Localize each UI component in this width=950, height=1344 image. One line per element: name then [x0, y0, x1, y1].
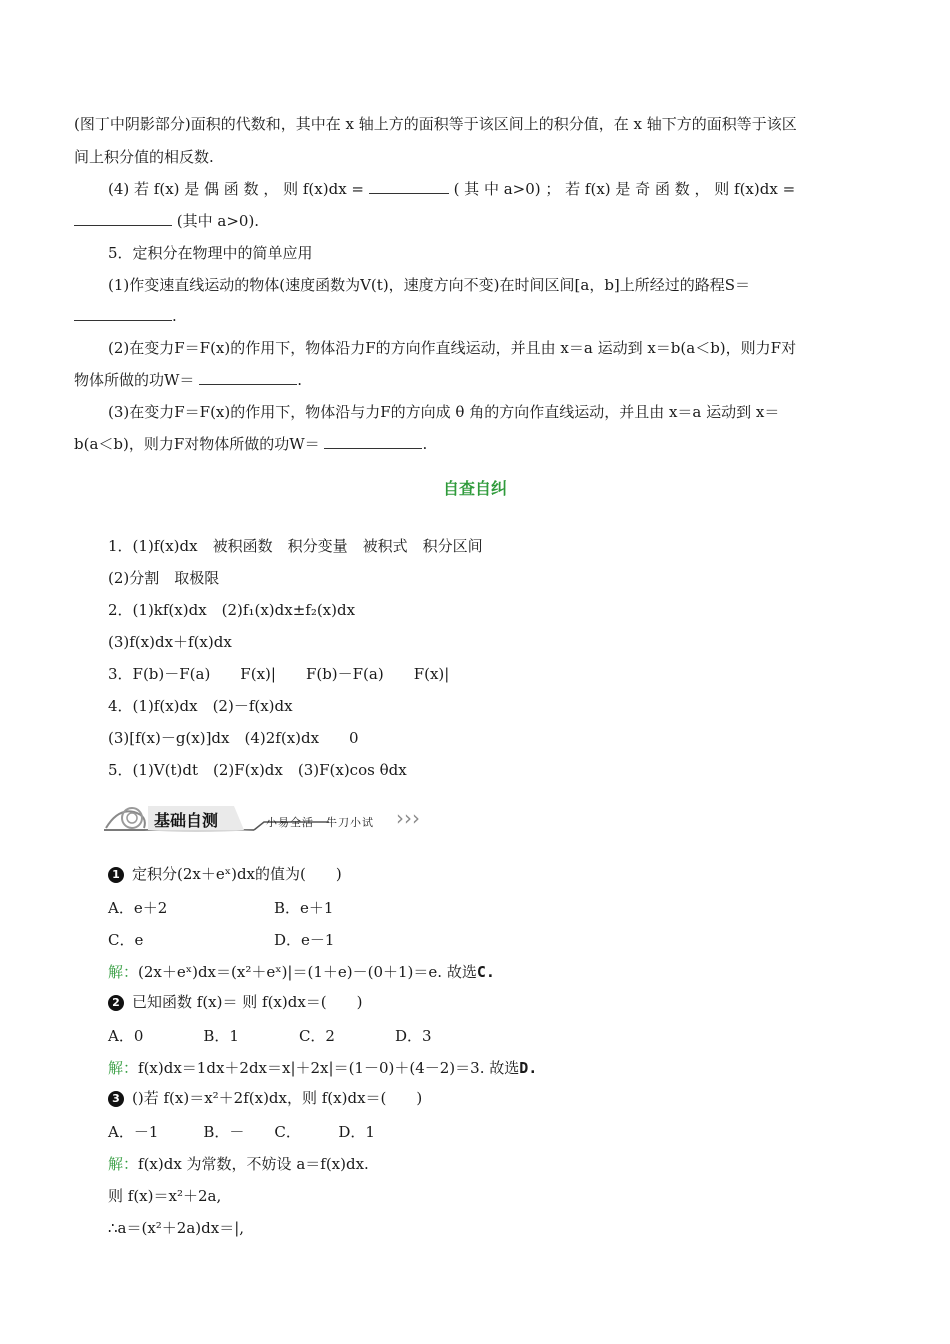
question-3-stem — [108, 1088, 910, 1108]
property-4-line — [108, 179, 876, 199]
solution-label: 解： — [108, 963, 139, 981]
basic-self-test-banner — [104, 800, 444, 844]
property-4-text-c: (其中 a>0). — [176, 212, 260, 230]
option-c: C．e — [108, 931, 144, 949]
solution-label: 解： — [108, 1059, 139, 1077]
question-3-solution-text: f(x)dx 为常数，不妨设 a＝f(x)dx. — [138, 1155, 369, 1173]
answer-blank — [74, 306, 172, 321]
self-check-line-1: 1．(1)f(x)dx 被积函数 积分变量 被积式 积分区间 — [108, 537, 483, 555]
banner-subtitle: 小易全活 牛刀小试 — [266, 816, 374, 829]
answer-blank — [74, 211, 172, 226]
question-1-stem — [108, 864, 910, 884]
question-2-solution-text: f(x)dx＝1dx＋2dx＝x|＋2x|＝(1－0)＋(4－2)＝3. 故选 — [138, 1059, 520, 1077]
property-4-line-2 — [74, 211, 876, 231]
section-5-item-2: (2)在变力F＝F(x)的作用下，物体沿力F的方向作直线运动，并且由 x＝a 运动到 x＝b(a＜b)，则力F对 — [108, 339, 797, 357]
question-3-options: A．－1 B．－ C． D．1 — [108, 1123, 375, 1141]
section-5-item-1: (1)作变速直线运动的物体(速度函数为V(t)，速度方向不变)在时间区间[a，b]上所经过的路程S＝ — [108, 276, 751, 294]
question-1-text: 定积分(2x＋eˣ)dx的值为( ) — [132, 865, 342, 883]
question-2-answer: D. — [519, 1059, 538, 1077]
intro-line-1: (图丁中阴影部分)面积的代数和，其中在 x 轴上方的面积等于该区间上的积分值，在 x 轴下方的面积等于该区 — [74, 115, 797, 133]
answer-blank — [324, 434, 422, 449]
question-1-options-ab — [108, 898, 910, 918]
option-b: B．e＋1 — [274, 899, 334, 917]
property-4-text-b: ( 其 中 a>0) ； 若 f(x) 是 奇 函 数 ， 则 f(x)dx = — [453, 180, 796, 198]
question-2-stem — [108, 992, 910, 1012]
section-5-item-3-line-2: b(a＜b)，则力F对物体所做的功W＝ . — [74, 435, 428, 453]
self-check-line-3: 2．(1)kf(x)dx (2)f₁(x)dx±f₂(x)dx — [108, 601, 356, 619]
question-1-answer: C. — [476, 963, 495, 981]
section-5-item-2-line-2: 物体所做的功W＝ . — [74, 371, 302, 389]
self-check-line-5: 3．F(b)－F(a) F(x)| F(b)－F(a) F(x)| — [108, 665, 450, 683]
question-3-text: ()若 f(x)＝x²＋2f(x)dx，则 f(x)dx＝( ) — [132, 1089, 423, 1107]
property-4-text-a: (4) 若 f(x) 是 偶 函 数 ， 则 f(x)dx = — [108, 180, 364, 198]
self-check-line-2: (2)分割 取极限 — [108, 569, 220, 587]
self-check-title: 自查自纠 — [442, 479, 507, 498]
solution-label: 解： — [108, 1155, 139, 1173]
self-check-line-8: 5．(1)V(t)dt (2)F(x)dx (3)F(x)cos θdx — [108, 761, 407, 779]
answer-blank — [369, 179, 449, 194]
section-5-item-1-blank: . — [74, 306, 876, 326]
question-number-badge: 3 — [108, 1091, 124, 1107]
question-1-solution-text: (2x＋eˣ)dx＝(x²＋eˣ)|＝(1＋e)－(0＋1)＝e. 故选 — [138, 963, 477, 981]
question-1-options-cd — [108, 930, 910, 950]
question-2-options: A．0 B．1 C．2 D．3 — [108, 1027, 432, 1045]
question-1-solution — [108, 962, 910, 982]
chevrons-right-icon: ››› — [396, 806, 420, 830]
section-5-item-2-text: 物体所做的功W＝ — [74, 371, 195, 389]
section-5-item-3-text: b(a＜b)，则力F对物体所做的功W＝ — [74, 435, 320, 453]
question-2-solution — [108, 1058, 910, 1078]
section-5-item-3: (3)在变力F＝F(x)的作用下，物体沿与力F的方向成 θ 角的方向作直线运动，并且由 x＝a 运动到 x＝ — [108, 403, 780, 421]
intro-line-2: 间上积分值的相反数. — [74, 148, 214, 166]
question-3-solution-3: ∴a＝(x²＋2a)dx＝|, — [108, 1219, 245, 1237]
self-check-line-4: (3)f(x)dx＋f(x)dx — [108, 633, 232, 651]
question-3-solution-2: 则 f(x)＝x²＋2a, — [108, 1187, 222, 1205]
question-number-badge: 1 — [108, 867, 124, 883]
banner-title: 基础自测 — [154, 811, 219, 830]
option-d: D．e－1 — [274, 931, 335, 949]
self-check-line-6: 4．(1)f(x)dx (2)－f(x)dx — [108, 697, 293, 715]
question-number-badge: 2 — [108, 995, 124, 1011]
section-5-heading: 5．定积分在物理中的简单应用 — [108, 244, 313, 262]
question-2-text: 已知函数 f(x)＝ 则 f(x)dx＝( ) — [132, 993, 363, 1011]
option-a: A．e＋2 — [108, 899, 168, 917]
question-3-solution-1 — [108, 1154, 910, 1174]
answer-blank — [199, 370, 297, 385]
self-check-line-7: (3)[f(x)－g(x)]dx (4)2f(x)dx 0 — [108, 729, 359, 747]
